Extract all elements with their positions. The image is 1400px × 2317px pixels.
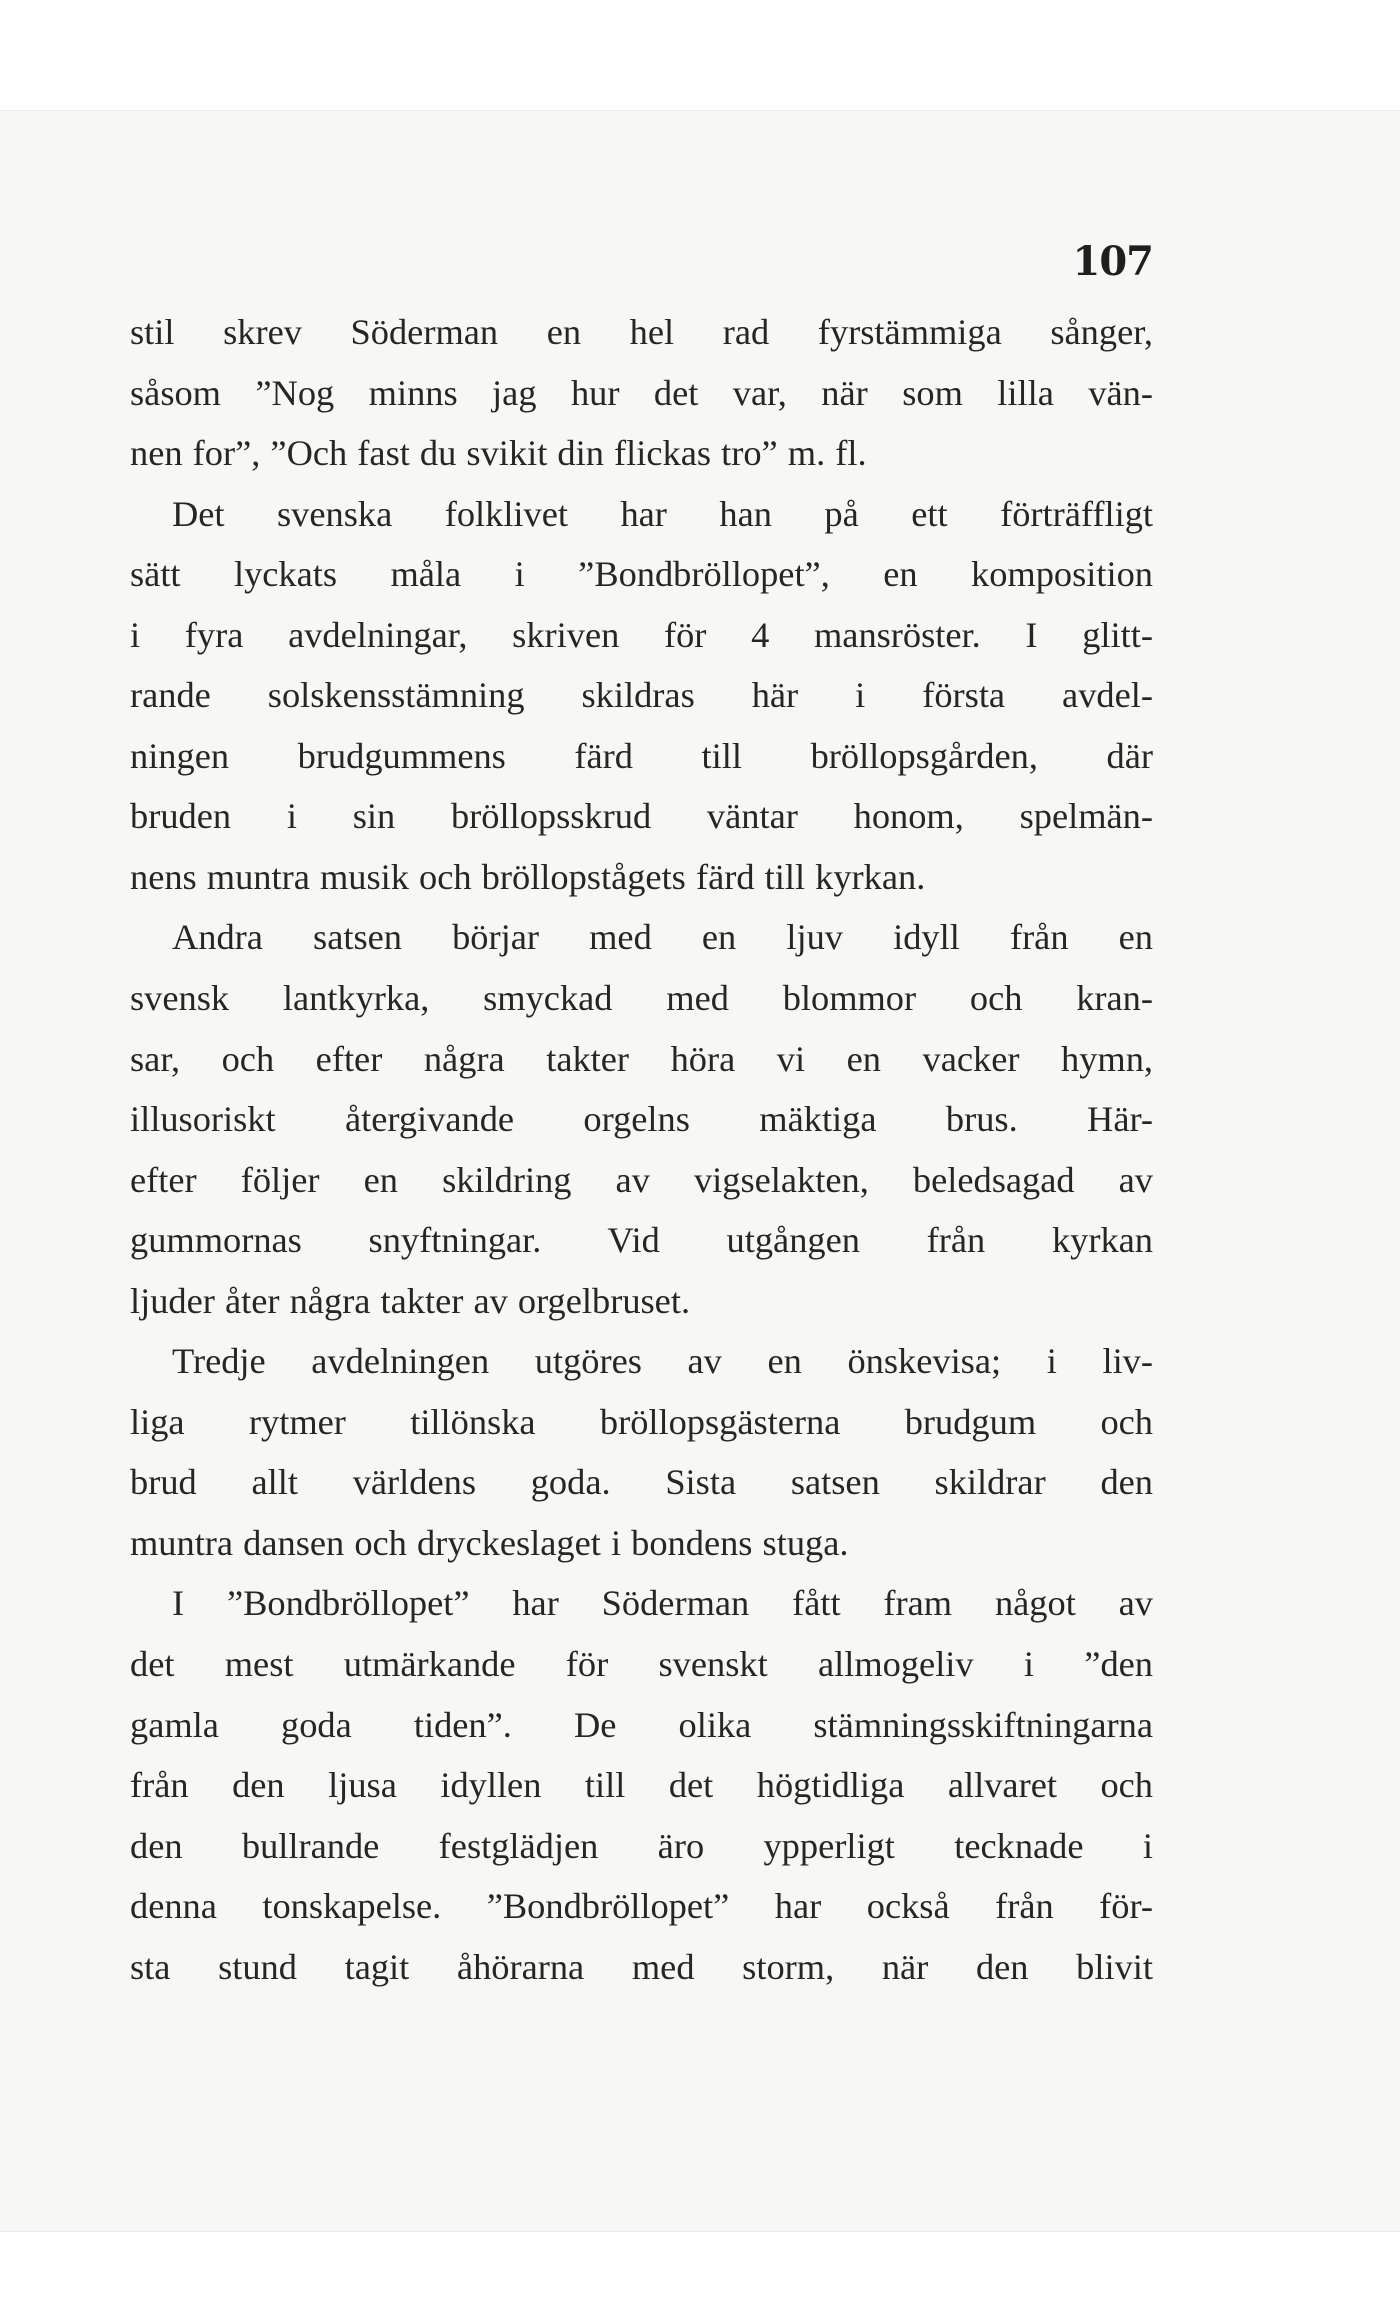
text-line: stil skrev Söderman en hel rad fyrstämmiga sånger, [130, 312, 1153, 352]
text-line: rande solskensstämning skildras här i första avdel- [130, 675, 1153, 716]
page-number: 107 [1072, 238, 1153, 285]
text-line: brud allt världens goda. Sista satsen skildrar den [130, 1462, 1153, 1503]
text-line: bruden i sin bröllopsskrud väntar honom, spelmän- [130, 796, 1153, 837]
text-line: denna tonskapelse. ”Bondbröllopet” har också från för- [130, 1886, 1153, 1927]
text-line: från den ljusa idyllen till det högtidliga allvaret och [130, 1765, 1153, 1806]
text-line: illusoriskt återgivande orgelns mäktiga brus. Här- [130, 1099, 1153, 1140]
text-line: Tredje avdelningen utgöres av en önskevisa; i liv- [172, 1341, 1153, 1382]
text-line: Andra satsen börjar med en ljuv idyll från en [172, 917, 1153, 958]
text-line: liga rytmer tillönska bröllopsgästerna brudgum och [130, 1401, 1153, 1442]
text-line: nens muntra musik och bröllopstågets färd till kyrkan. [130, 856, 926, 897]
text-line: sätt lyckats måla i ”Bondbröllopet”, en komposition [130, 554, 1153, 595]
text-line: den bullrande festglädjen äro ypperligt tecknade i [130, 1825, 1153, 1866]
text-line: sar, och efter några takter höra vi en vacker hymn, [130, 1038, 1153, 1079]
text-line: det mest utmärkande för svenskt allmogeliv i ”den [130, 1644, 1153, 1685]
text-line: ljuder åter några takter av orgelbruset. [130, 1280, 691, 1321]
text-line: gamla goda tiden”. De olika stämningsskiftningarna [130, 1704, 1153, 1745]
text-line: nen for”, ”Och fast du svikit din flickas tro” m. fl. [130, 433, 867, 474]
text-line: gummornas snyftningar. Vid utgången från kyrkan [130, 1220, 1153, 1261]
body-text [130, 302, 1153, 1997]
text-line: ningen brudgummens färd till bröllopsgården, där [130, 735, 1153, 776]
text-line: I ”Bondbröllopet” har Söderman fått fram något av [172, 1583, 1153, 1624]
text-line: muntra dansen och dryckeslaget i bondens stuga. [130, 1522, 849, 1563]
text-line: svensk lantkyrka, smyckad med blommor och kran- [130, 978, 1153, 1019]
text-line: Det svenska folklivet har han på ett förträffligt [172, 493, 1153, 534]
text-line: såsom ”Nog minns jag hur det var, när som lilla vän- [130, 372, 1153, 413]
text-line: efter följer en skildring av vigselakten, beledsagad av [130, 1159, 1153, 1200]
text-line: i fyra avdelningar, skriven för 4 mansröster. I glitt- [130, 614, 1153, 655]
text-line: sta stund tagit åhörarna med storm, när den blivit [130, 1946, 1153, 1987]
